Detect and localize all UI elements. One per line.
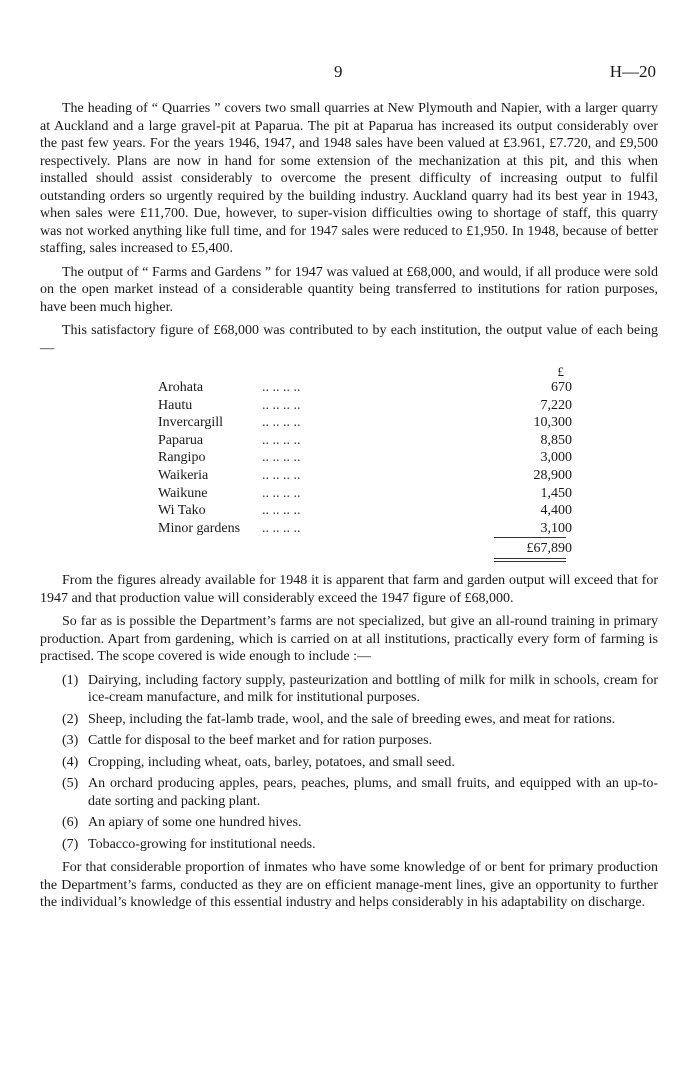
table-row bbox=[158, 432, 572, 450]
table-row bbox=[158, 502, 572, 520]
paragraph-contribution: This satisfactory figure of £68,000 was contributed to by each institution, the output value of each being— bbox=[40, 323, 658, 356]
institution-output-table bbox=[158, 363, 572, 562]
list-item bbox=[40, 711, 658, 729]
dot-leader: .. .. .. .. bbox=[262, 397, 301, 413]
list-item-number: (1) bbox=[62, 672, 79, 688]
list-item bbox=[40, 732, 658, 750]
page-number: 9 bbox=[334, 62, 343, 81]
output-value: 28,900 bbox=[533, 467, 572, 483]
page-header bbox=[0, 62, 700, 86]
paragraph-1948-figures: From the figures already available for 1948 it is apparent that farm and garden output will exceed that for 1947 and that production value will considerably exceed the 1947 figure of £68,000. bbox=[40, 573, 658, 606]
output-value: 10,300 bbox=[533, 415, 572, 431]
output-value: 3,000 bbox=[540, 450, 572, 466]
list-item-text: An orchard producing apples, pears, peaches, plums, and small fruits, and equipped with an up-to-date sorting and packing plant. bbox=[88, 776, 658, 809]
dot-leader: .. .. .. .. bbox=[262, 415, 301, 431]
farming-scope-list bbox=[40, 672, 658, 854]
institution-name: Arohata bbox=[158, 380, 204, 395]
list-item-number: (3) bbox=[62, 733, 79, 749]
table-row bbox=[158, 379, 572, 397]
dot-leader: .. .. .. .. bbox=[262, 380, 301, 395]
table-row bbox=[158, 485, 572, 503]
dot-leader: .. .. .. .. bbox=[262, 485, 301, 501]
list-item-number: (5) bbox=[62, 776, 79, 792]
institution-name: Invercargill bbox=[158, 415, 224, 431]
paragraph-quarries: The heading of “ Quarries ” covers two small quarries at New Plymouth and Napier, with a larger quarry at Auckland and a large gravel-pit at Paparua. The pit at Paparua has increased its output considerably over the past few years. For the years 1946, 1947, and 1948 sales have been valued at £3.961, £7.720, and £9,500 respectively. Plans are now in hand for some extension of the mechanization at this pit, and this when installed should assist considerably to overcome the present difficulty of increasing output to fulfil outstanding orders so urgently required by the building industry. Auckland quarry had its best year in 1943, when sales were £11,700. Due, however, to super-vision difficulties owing to shortage of staff, this quarry was not worked anything like full time, and for 1947 sales were reduced to £1,950. In 1948, because of better staffing, sales increased to £5,400. bbox=[40, 101, 658, 256]
list-item bbox=[40, 836, 658, 854]
paragraph-farms-gardens: The output of “ Farms and Gardens ” for 1947 was valued at £68,000, and would, if all produce were sold on the open market instead of a considerable quantity being transferred to institutions for ration purposes, have been much higher. bbox=[40, 264, 658, 315]
institution-name: Paparua bbox=[158, 432, 204, 448]
table-row bbox=[158, 449, 572, 467]
dot-leader: .. .. .. .. bbox=[262, 432, 301, 448]
institution-name: Waikeria bbox=[158, 467, 209, 483]
dot-leader: .. .. .. .. bbox=[262, 467, 301, 483]
list-item-text: Cattle for disposal to the beef market and for ration purposes. bbox=[88, 733, 433, 749]
list-item-number: (7) bbox=[62, 836, 79, 852]
list-item-text: Tobacco-growing for institutional needs. bbox=[88, 836, 316, 852]
table-row bbox=[158, 520, 572, 538]
institution-name: Hautu bbox=[158, 397, 193, 413]
output-value: 8,850 bbox=[540, 432, 572, 448]
institution-name: Wi Tako bbox=[158, 503, 206, 519]
output-value: 4,400 bbox=[540, 503, 572, 519]
output-value: 1,450 bbox=[540, 485, 572, 501]
list-item bbox=[40, 754, 658, 772]
list-item bbox=[40, 775, 658, 810]
page-body bbox=[40, 100, 658, 918]
document-reference: H—20 bbox=[609, 62, 656, 81]
table-row bbox=[158, 414, 572, 432]
paragraph-farm-scope: So far as is possible the Department’s farms are not specialized, but give an all-round training in primary production. Apart from gardening, which is carried on at all institutions, practically every form of farming is practised. The scope covered is wide enough to include :— bbox=[40, 614, 658, 665]
table-total-row bbox=[158, 538, 572, 558]
list-item-text: Dairying, including factory supply, pasteurization and bottling of milk for milk in schools, cream for ice-cream manufacture, and milk for institutional purposes. bbox=[88, 672, 658, 706]
institution-name: Waikune bbox=[158, 485, 208, 501]
list-item bbox=[40, 814, 658, 832]
table-unit: £ bbox=[557, 364, 564, 379]
list-item-number: (6) bbox=[62, 815, 79, 831]
list-item-number: (4) bbox=[62, 754, 79, 770]
institution-name: Rangipo bbox=[158, 450, 206, 466]
output-value: 7,220 bbox=[540, 397, 572, 413]
list-item-text: An apiary of some one hundred hives. bbox=[88, 815, 302, 831]
list-item-text: Cropping, including wheat, oats, barley, potatoes, and small seed. bbox=[88, 754, 455, 770]
output-value: 3,100 bbox=[540, 520, 572, 536]
dot-leader: .. .. .. .. bbox=[262, 503, 301, 519]
institution-name: Minor gardens bbox=[158, 520, 241, 536]
table-total: £67,890 bbox=[526, 540, 572, 556]
paragraph-closing: For that considerable proportion of inmates who have some knowledge of or bent for primary production the Department’s farms, conducted as they are on efficient manage-ment lines, give an opportunity to further the individual’s knowledge of this essential industry and helps considerably in his adaptability on discharge. bbox=[40, 860, 658, 911]
dot-leader: .. .. .. .. bbox=[262, 520, 301, 536]
output-value: 670 bbox=[551, 380, 572, 395]
dot-leader: .. .. .. .. bbox=[262, 450, 301, 466]
list-item-number: (2) bbox=[62, 711, 79, 727]
list-item bbox=[40, 672, 658, 707]
table-double-rule bbox=[494, 558, 566, 562]
list-item-text: Sheep, including the fat-lamb trade, wool, and the sale of breeding ewes, and meat for rations. bbox=[88, 711, 616, 727]
table-row bbox=[158, 397, 572, 415]
table-row bbox=[158, 467, 572, 485]
